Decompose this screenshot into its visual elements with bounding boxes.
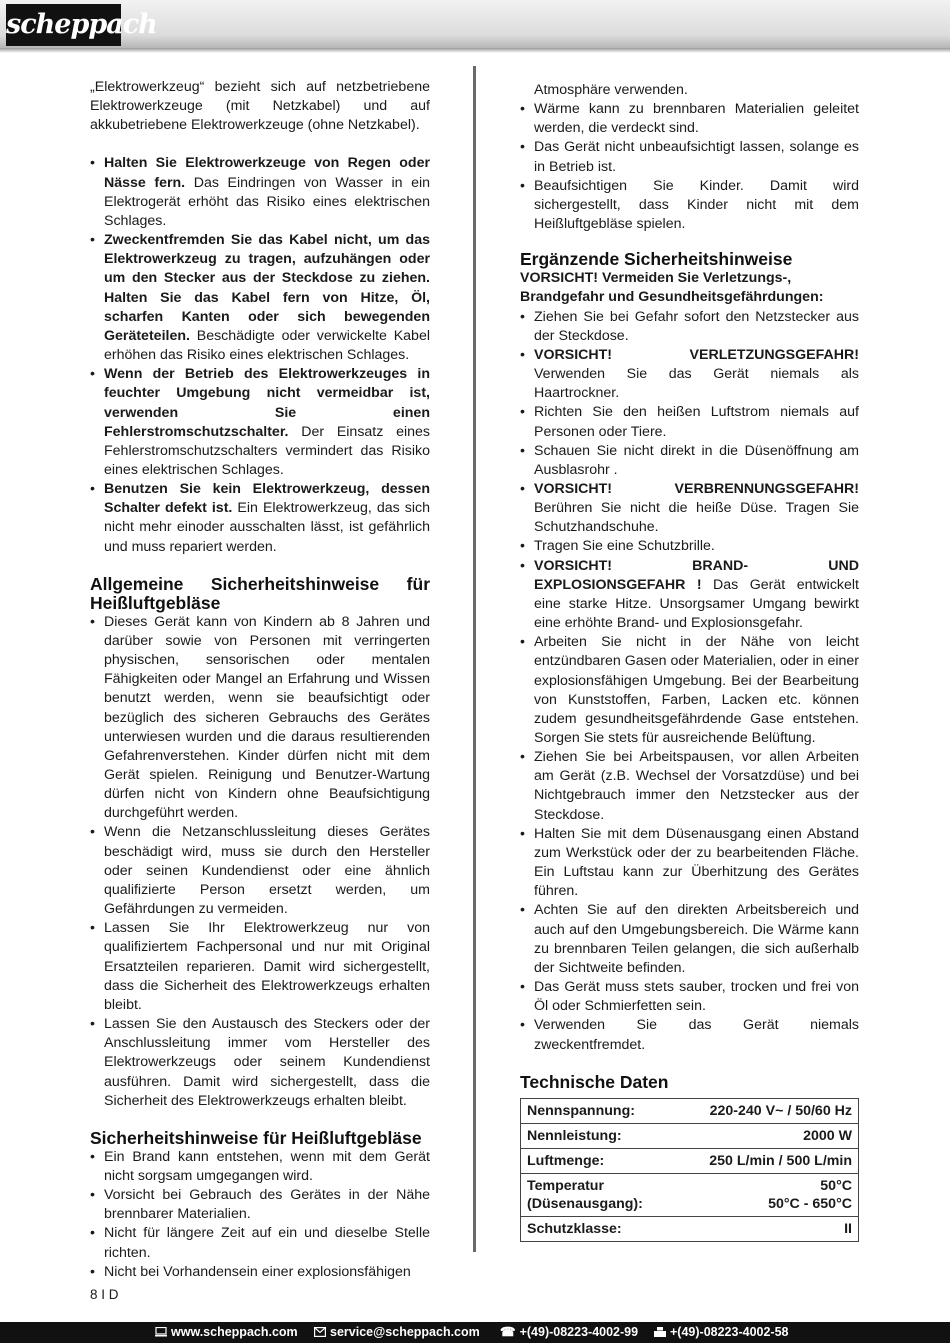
list-item-bold: VORSICHT! VERLETZUNGSGEFAHR! <box>534 346 859 363</box>
table-row <box>521 1099 858 1124</box>
footer-web-text: www.scheppach.com <box>171 1325 298 1339</box>
list-item <box>520 403 859 441</box>
footer-phone <box>500 1322 638 1343</box>
header-shadow <box>0 48 950 53</box>
list-item <box>90 365 430 480</box>
page-header <box>0 0 950 50</box>
list-item <box>520 825 859 902</box>
list-item <box>520 537 859 556</box>
list-item: • Wärme kann zu brennbaren Materialien geleitet werden, die verdeckt sind. <box>520 100 859 138</box>
list-item: • Lassen Sie Ihr Elektrowerkzeug nur von qualifiziertem Fachpersonal und nur mit Original Ersatzteilen reparieren. Damit wird sichergestellt, dass die Sicherheit des Elektrowerkzeugs erhalten bleibt. <box>90 919 430 1015</box>
caution-subheading: VORSICHT! Vermeiden Sie Verletzungs-, Brandgefahr und Gesundheitsgefährdungen: <box>520 270 824 306</box>
technical-data-table <box>520 1098 859 1242</box>
list-item: • Wenn die Netzanschlussleitung dieses Gerätes beschädigt wird, muss sie durch den Hersteller oder seinen Kundendienst oder eine ähnlich qualifizierte Person ersetzt werden, um Gefährdungen zu vermeiden. <box>90 823 430 919</box>
list-item: • Das Gerät nicht unbeaufsichtigt lassen, solange es in Betrieb ist. <box>520 138 859 176</box>
list-item-text: Beschädigte oder verwickelte Kabel erhöhen das Risiko eines elektrischen Schlages. <box>104 327 430 364</box>
list-item-text: Berühren Sie nicht die heiße Düse. Tragen Sie Schutzhandschuhe. <box>534 500 859 536</box>
list-item <box>520 442 859 480</box>
table-row <box>521 1217 858 1241</box>
list-item-text: Ziehen Sie bei Arbeitspausen, vor allen Arbeiten am Gerät (z.B. Wechsel der Vorsatzdüse) und bei Nichtgebrauch immer den Netzstecker aus der Steckdose. <box>534 749 859 823</box>
general-safety-list <box>90 613 430 1111</box>
list-item-text: Verwenden Sie das Gerät niemals als Haartrockner. <box>534 366 859 402</box>
list-item <box>90 154 430 231</box>
continuation-text: Atmosphäre verwenden. <box>534 82 688 98</box>
table-value: 250 L/min / 500 L/min <box>709 1152 852 1169</box>
list-item-text: Das Gerät muss stets sauber, trocken und frei von Öl oder Schmierfetten sein. <box>534 979 859 1015</box>
table-value: II <box>844 1220 852 1237</box>
list-item <box>520 978 859 1016</box>
list-item-text: Das Eindringen von Wasser in ein Elektrogerät erhöht das Risiko eines elektrischen Schlages. <box>104 174 430 229</box>
table-label: Nennleistung: <box>527 1127 622 1144</box>
table-value: 50°C 50°C - 650°C <box>768 1177 852 1212</box>
footer-fax-text: +(49)-08223-4002-58 <box>670 1325 789 1339</box>
list-item-text: Richten Sie den heißen Luftstrom niemals auf Personen oder Tiere. <box>534 404 859 440</box>
list-item <box>520 633 859 748</box>
list-item-text: Arbeiten Sie nicht in der Nähe von leicht entzündbaren Gasen oder Materialien, oder in einer explosionsfähigen Umgebung. Bei der Bearbeitung von Kunststoffen, Farben, Lacken etc. können zudem gesundheitsgefährdende Gase entstehen. Sorgen Sie stets für ausreichende Belüftung. <box>534 634 859 746</box>
list-item-bold: VORSICHT! BRAND- UND EXPLOSIONSGEFAHR ! <box>534 557 859 593</box>
list-item-bold: Halten Sie Elektrowerkzeuge von Regen oder Nässe fern. <box>104 155 430 191</box>
intro-paragraph: „Elektrowerkzeug“ bezieht sich auf netzbetriebene Elektrowerkzeuge (mit Netzkabel) und auf akkubetriebene Elektrowerkzeuge (ohne Netzkabel). <box>90 79 430 134</box>
list-item-text: Schauen Sie nicht direkt in die Düsenöffnung am Ausblasrohr . <box>534 442 859 478</box>
list-item-bold: VORSICHT! VERBRENNUNGSGEFAHR! <box>534 480 859 497</box>
list-item <box>90 480 430 557</box>
list-item <box>520 480 859 537</box>
table-value: 220-240 V~ / 50/60 Hz <box>709 1102 852 1119</box>
table-label: Nennspannung: <box>527 1102 635 1119</box>
list-item <box>520 557 859 634</box>
list-item <box>90 231 430 365</box>
heading-general-safety: Allgemeine Sicherheitshinweise für Heißluftgebläse <box>90 573 430 613</box>
list-item-bold: Wenn der Betrieb des Elektrowerkzeuges in feuchter Umgebung nicht vermeidbar ist, verwenden Sie einen Fehlerstromschutzschalter. <box>104 366 430 440</box>
list-item: • Dieses Gerät kann von Kindern ab 8 Jahren und darüber sowie von Personen mit verringerten physischen, sensorischen oder mentalen Fähigkeiten oder Mangel an Erfahrung und Wissen benutzt werden, wenn sie beaufsichtigt oder bezüglich des sicheren Gebrauchs des Gerätes unterwiesen wurden und die daraus resultierenden Gefahrenverstehen. Kinder dürfen nicht mit dem Gerät spielen. Reinigung und Benutzer-Wartung dürfen nicht von Kindern ohne Beaufsichtigung durchgeführt werden. <box>90 613 430 824</box>
list-item-text: Achten Sie auf den direkten Arbeitsbereich und auch auf den Umgebungsbereich. Die Wärme kann zu brennbaren Teilen gelangen, die sich außerhalb der Sichtweite befinden. <box>534 902 859 976</box>
list-item <box>520 308 859 346</box>
heading-supplementary-safety: Ergänzende Sicherheitshinweise <box>520 249 793 270</box>
fax-icon <box>654 1327 666 1337</box>
computer-icon <box>155 1327 167 1337</box>
list-item: • Lassen Sie den Austausch des Steckers oder der Anschlussleitung immer vom Hersteller des Elektrowerkzeugs oder seinem Kundendienst ausführen. Damit wird sichergestellt, dass die Sicherheit des Elektrowerkzeugs erhalten bleibt. <box>90 1015 430 1111</box>
list-item-text: Der Einsatz eines Fehlerstromschutzschalters vermindert das Risiko eines elektrischen Schlages. <box>104 423 430 478</box>
list-item-text: Halten Sie mit dem Düsenausgang einen Abstand zum Werkstück oder der zu bearbeitenden Fläche. Ein Luftstau kann zur Überhitzung des Gerätes führen. <box>534 825 859 900</box>
list-item: • Ein Brand kann entstehen, wenn mit dem Gerät nicht sorgsam umgegangen wird. <box>90 1148 430 1186</box>
list-item-text: Ein Elektrowerkzeug, das sich nicht mehr einoder ausschalten lässt, ist gefährlich und muss repariert werden. <box>104 500 430 555</box>
list-item-text: Tragen Sie eine Schutzbrille. <box>534 538 715 555</box>
phone-icon: ☎ <box>500 1325 516 1339</box>
list-item: • Nicht für längere Zeit auf ein und dieselbe Stelle richten. <box>90 1224 430 1262</box>
table-label: Temperatur (Düsenausgang): <box>527 1177 643 1212</box>
heading-technical-data: Technische Daten <box>520 1071 669 1092</box>
footer-email <box>314 1322 480 1343</box>
heading-heat-gun-safety: Sicherheitshinweise für Heißluftgebläse <box>90 1127 422 1148</box>
footer-email-text: service@scheppach.com <box>330 1325 480 1339</box>
table-row <box>521 1124 858 1149</box>
list-item-text: Das Gerät entwickelt eine starke Hitze. Unsorgsamer Umgang bewirkt eine erhöhte Brand- und Explosionsgefahr. <box>534 576 859 632</box>
list-item-bold: Zweckentfremden Sie das Kabel nicht, um das Elektrowerkzeug zu tragen, aufzuhängen oder um den Stecker aus der Steckdose zu ziehen. Halten Sie das Kabel fern von Hitze, Öl, scharfen Kanten oder sich bewegenden Geräteteilen. <box>104 232 430 344</box>
heat-gun-safety-list-continued <box>520 100 859 234</box>
scheppach-logo: scheppach <box>6 4 121 46</box>
list-item: • Nicht bei Vorhandensein einer explosionsfähigen <box>90 1263 430 1282</box>
list-item <box>520 748 859 825</box>
supplementary-safety-list <box>520 308 859 1055</box>
list-item-text: Verwenden Sie das Gerät niemals zweckentfremdet. <box>534 1017 859 1053</box>
heat-gun-safety-list <box>90 1148 430 1282</box>
left-column <box>90 78 430 1282</box>
table-row <box>521 1174 858 1217</box>
electric-safety-list <box>90 154 430 556</box>
right-column <box>520 81 859 1242</box>
list-item-bold: Benutzen Sie kein Elektrowerkzeug, dessen Schalter defekt ist. <box>104 481 430 517</box>
table-label: Schutzklasse: <box>527 1220 622 1237</box>
table-label: Luftmenge: <box>527 1152 605 1169</box>
list-item <box>520 1016 859 1054</box>
list-item <box>520 346 859 403</box>
column-divider <box>473 66 476 1252</box>
list-item: • Vorsicht bei Gebrauch des Gerätes in der Nähe brennbarer Materialien. <box>90 1186 430 1224</box>
footer-fax <box>654 1322 789 1343</box>
table-row <box>521 1149 858 1174</box>
list-item-text: Ziehen Sie bei Gefahr sofort den Netzstecker aus der Steckdose. <box>534 308 859 344</box>
footer-phone-text: +(49)-08223-4002-99 <box>519 1325 639 1339</box>
page-footer <box>0 1322 950 1343</box>
envelope-icon <box>314 1327 326 1337</box>
footer-web <box>155 1322 298 1343</box>
list-item <box>520 901 859 978</box>
table-value: 2000 W <box>803 1127 852 1144</box>
page-number: 8 I D <box>90 1287 119 1302</box>
list-item: • Beaufsichtigen Sie Kinder. Damit wird sichergestellt, dass Kinder nicht mit dem Heißluftgebläse spielen. <box>520 177 859 234</box>
